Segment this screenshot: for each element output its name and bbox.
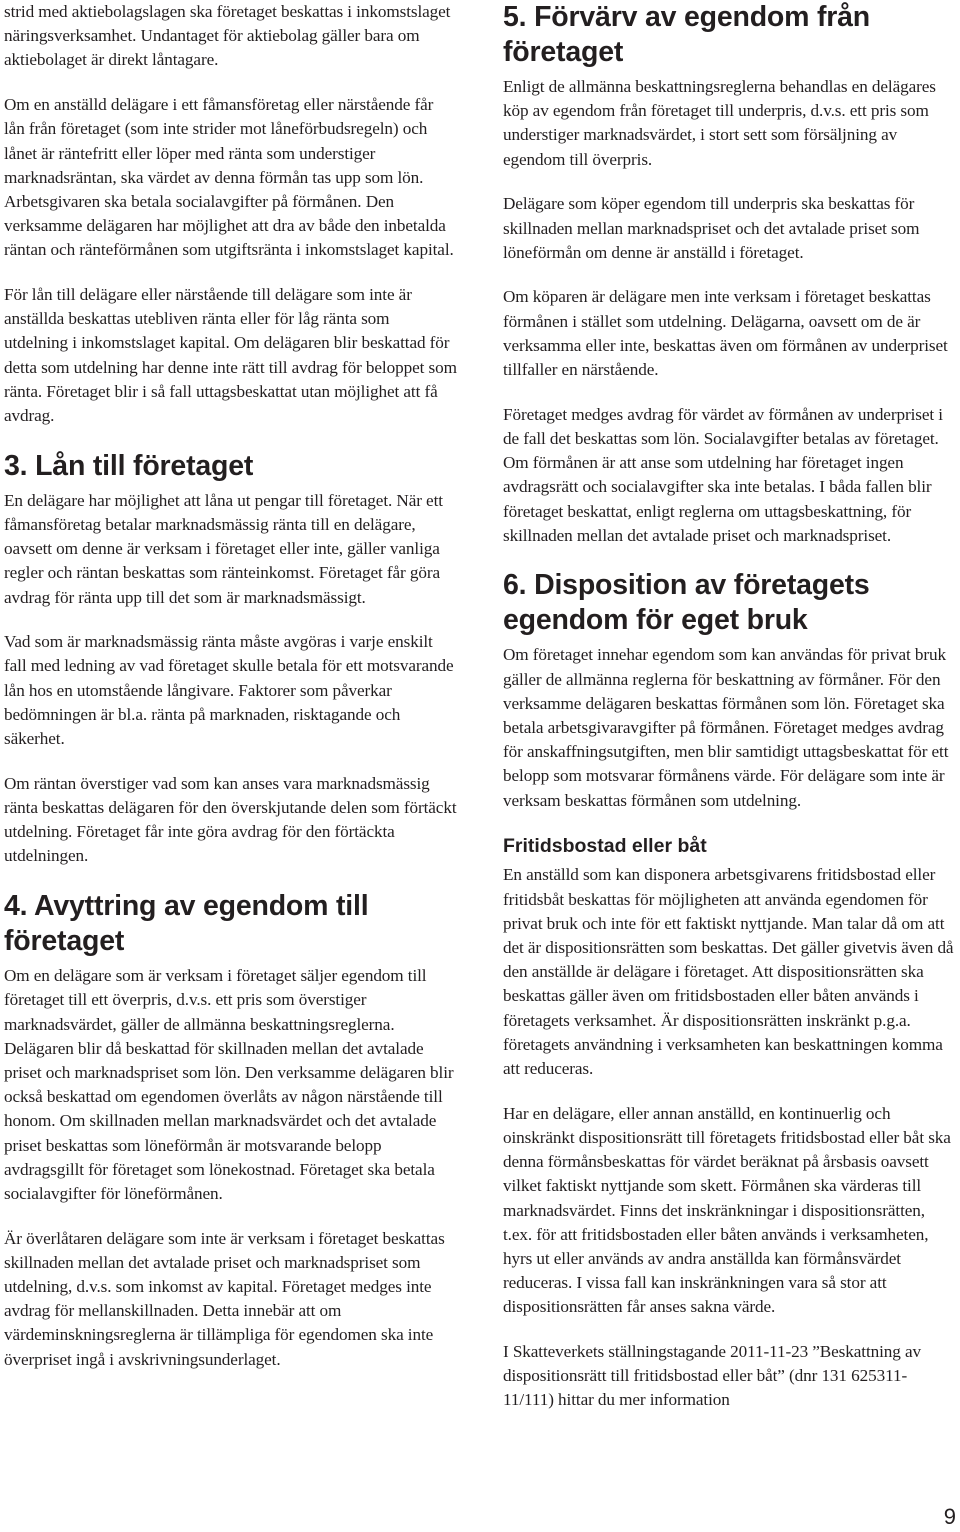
subheading: Fritidsbostad eller båt xyxy=(503,835,707,858)
paragraph: För lån till delägare eller närstående till delägare som inte är anställda beskattas utebliven ränta eller för låg ränta som utdelning i inkomstslaget kapital. Om delägaren blir beskattad för detta som utdelning har denne inte rätt till avdrag för beloppet som ränta. Företaget blir i så fall uttagsbeskattat utan möjlighet att få avdrag. xyxy=(4,285,457,426)
paragraph: Är överlåtaren delägare som inte är verksam i företaget beskattas skillnaden mellan det avtalade priset och marknadspriset som utdelning, d.v.s. som inkomst av kapital. Företaget medges inte avdrag för mellanskillnaden. Detta innebär att om värdeminskningsreglerna är tillämpliga för egendomen ska inte överpriset ingå i avskrivningsunderlaget. xyxy=(4,1228,445,1369)
left-column xyxy=(4,0,457,1372)
section-heading-6: 6. Disposition av företagets egendom för eget bruk xyxy=(503,569,870,637)
paragraph: Delägare som köper egendom till underpris ska beskattas för skillnaden mellan marknadspriset och det avtalade priset som löneförmån om denne är anställd i företaget. xyxy=(503,194,920,262)
section-heading-3: 3. Lån till företaget xyxy=(4,449,254,482)
right-column xyxy=(503,0,955,1413)
paragraph: Vad som är marknadsmässig ränta måste avgöras i varje enskilt fall med ledning av vad företaget skulle betala för ett motsvarande lån hos en utomstående långivare. Faktorer som påverkar bedömningen är bl.a. ränta på marknaden, risktagande och säkerhet. xyxy=(4,632,454,749)
paragraph: En delägare har möjlighet att låna ut pengar till företaget. När ett fåmansföretag betalar marknadsmässig ränta till en delägare, oavsett om denne är verksam i företaget eller inte, gäller vanliga regler och räntan beskattas som ränteinkomst. Företaget får göra avdrag för ränta upp till det som är marknadsmässigt. xyxy=(4,490,443,607)
paragraph: Om en delägare som är verksam i företaget säljer egendom till företaget till ett överpris, d.v.s. ett pris som överstiger marknadsvärdet, gäller de allmänna beskattningsreglerna. Delägaren blir då beskattad för skillnaden mellan det avtalade priset och marknadspriset som lön. Den verksamme delägaren blir också beskattad om egendomen överlåts av någon närstående till honom. Om skillnaden mellan marknadsvärdet och det avtalade priset beskattas som löneförmån är motsvarande belopp avdragsgillt för företaget som lönekostnad. Företaget ska betala socialavgifter för löneförmånen. xyxy=(4,966,454,1203)
paragraph: Om köparen är delägare men inte verksam i företaget beskattas förmånen i stället som utdelning. Delägarna, oavsett om de är verksamma eller inte, beskattas även om förmånen av underpriset tillfaller en närstående. xyxy=(503,287,948,380)
paragraph: I Skatteverkets ställningstagande 2011-11-23 ”Beskattning av dispositionsrätt till fritidsbostad eller båt” (dnr 131 625311-11/111) hittar du mer information xyxy=(503,1342,922,1410)
paragraph: Om en anställd delägare i ett fåmansföretag eller närstående får lån från företaget (som inte strider mot låneförbudsregeln) och lånet är räntefritt eller löper med ränta som understiger marknadsräntan, ska värdet av denna förmån tas upp som lön. Arbetsgivaren ska betala socialavgifter på förmånen. Den verksamme delägaren har möjlighet att dra av både den inbetalda räntan och ränteförmånen som utgiftsränta i inkomstslaget kapital. xyxy=(4,95,454,260)
paragraph: En anställd som kan disponera arbetsgivarens fritidsbostad eller fritidsbåt beskattas för möjligheten att använda egendomen för privat bruk och inte för ett faktiskt nyttjande. Man talar då om att det är dispositionsrätten som beskattas. Det gäller givetvis även då den anställde är delägare i företaget. Att dispositionsrätten ska beskattas gäller även om fritidsbostaden eller båten används i företagets verksamhet. Är dispositionsrätten inskränkt p.g.a. företagets användning i verksamheten kan beskattningen komma att reduceras. xyxy=(503,865,954,1078)
paragraph: Har en delägare, eller annan anställd, en kontinuerlig och oinskränkt dispositionsrätt till företagets fritidsbostad eller båt ska denna förmånsbeskattas för värdet beräknat på årsbasis oavsett vilket faktiskt nyttjande som skett. Förmånen ska värderas till marknadsvärdet. Finns det inskränkningar i dispositionsrätten, t.ex. för att fritidsbostaden eller båten används i verksamheten, hyrs ut eller används av andra anställda kan förmånsvärdet reduceras. I vissa fall kan inskränkningen vara så stor att dispositionsrätten får anses sakna värde. xyxy=(503,1103,951,1317)
paragraph: Företaget medges avdrag för värdet av förmånen av underpriset i de fall det beskattas som lön. Socialavgifter betalas av företaget. Om förmånen är att anse som utdelning har företaget ingen avdragsrätt och socialavgifter ska inte betalas. I båda fallen blir företaget beskattat, enligt reglerna om uttagsbeskattning, för skillnaden mellan det avtalade priset och marknadspriset. xyxy=(503,404,943,545)
paragraph: Om räntan överstiger vad som kan anses vara marknadsmässig ränta beskattas delägaren för den överskjutande delen som förtäckt utdelning. Företaget får inte göra avdrag för den förtäckta utdelningen. xyxy=(4,773,457,866)
section-heading-5: 5. Förvärv av egendom från företaget xyxy=(503,1,871,68)
paragraph: Enligt de allmänna beskattningsreglerna behandlas en delägares köp av egendom från företaget till underpris, d.v.s. ett pris som understiger marknadsvärdet, i stort sett som försäljning av egendom till överpris. xyxy=(503,77,936,169)
paragraph: Om företaget innehar egendom som kan användas för privat bruk gäller de allmänna reglerna för beskattning av förmåner. För den verksamme delägaren beskattas förmånen som lön. Företaget ska betala arbetsgivaravgifter på förmånen. Företaget medges avdrag för anskaffningsutgiften, men blir samtidigt uttagsbeskattat för ett belopp som motsvarar förmånens värde. För delägare som inte är verksam beskattas förmånen som utdelning. xyxy=(503,645,949,810)
page-number: 9 xyxy=(943,1504,956,1529)
paragraph: strid med aktiebolagslagen ska företaget beskattas i inkomstslaget näringsverksamhet. Undantaget för aktiebolag gäller bara om aktiebolaget är direkt låntagare. xyxy=(4,2,451,70)
section-heading-4: 4. Avyttring av egendom till företaget xyxy=(4,890,369,958)
